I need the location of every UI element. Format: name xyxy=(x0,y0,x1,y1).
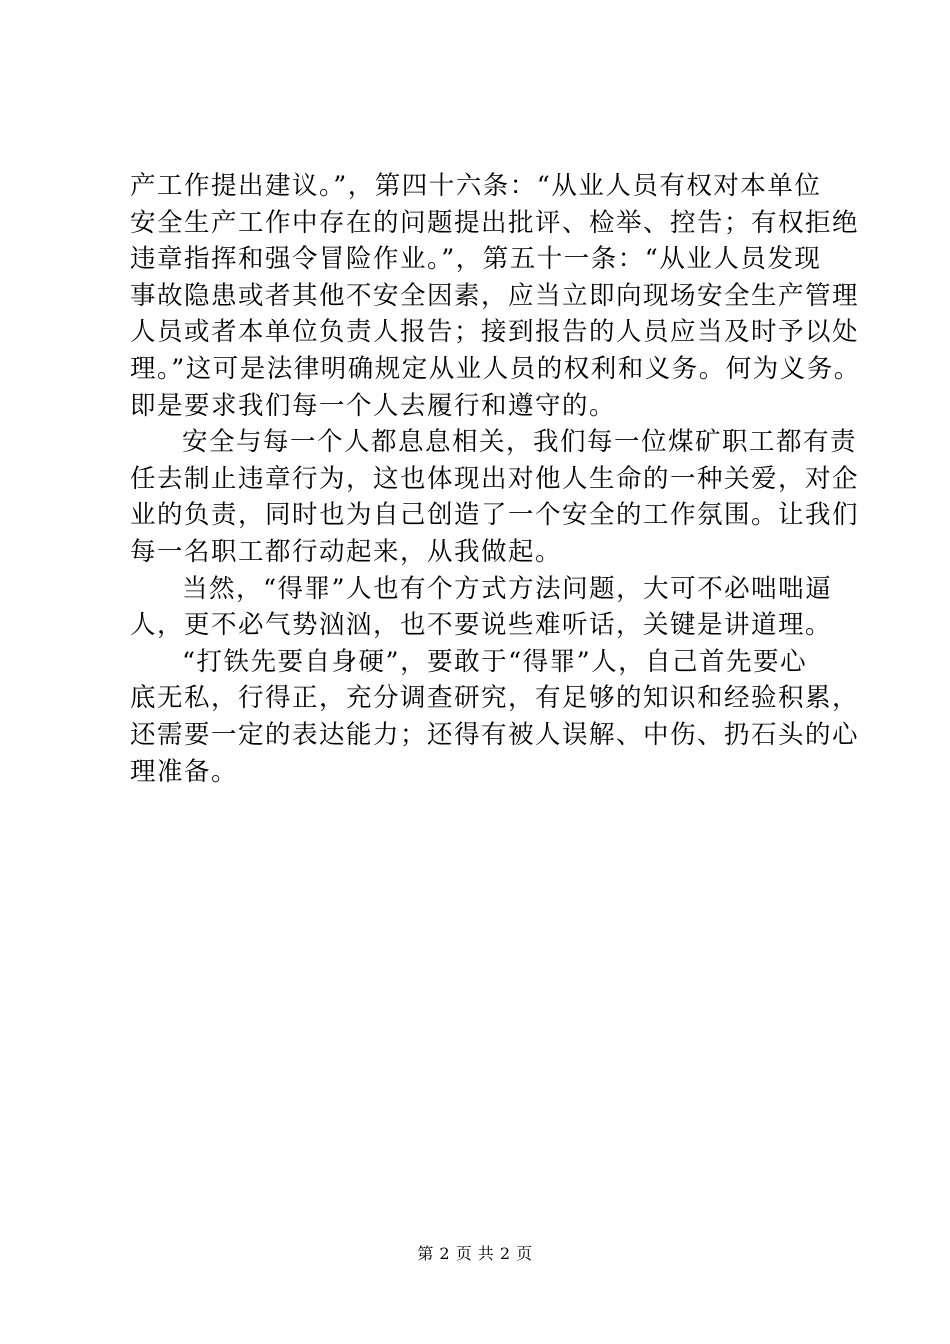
paragraph-line: 安全与每一个人都息息相关，我们每一位煤矿职工都有责 xyxy=(182,427,858,458)
paragraph-line: 事故隐患或者其他不安全因素，应当立即向现场安全生产管理 xyxy=(130,280,860,311)
paragraph-line: 人，更不必气势汹汹，也不要说些难听话，关键是讲道理。 xyxy=(130,610,833,641)
paragraph-4 xyxy=(130,644,860,790)
paragraph-line: 理准备。 xyxy=(130,756,239,787)
paragraph-line: “打铁先要自身硬”，要敢于“得罪”人，自己首先要心 xyxy=(182,646,808,677)
paragraph-2 xyxy=(130,424,860,570)
paragraph-line: 违章指挥和强令冒险作业。”，第五十一条：“从业人员发现 xyxy=(130,244,822,275)
paragraph-line: 还需要一定的表达能力；还得有被人误解、中伤、扔石头的心 xyxy=(130,719,860,750)
paragraph-line: 每一名职工都行动起来，从我做起。 xyxy=(130,536,563,567)
paragraph-line: 当然，“得罪”人也有个方式方法问题，大可不必咄咄逼 xyxy=(182,573,833,604)
paragraph-3 xyxy=(130,571,860,644)
page-number-footer: 第 2 页 共 2 页 xyxy=(417,1244,533,1263)
paragraph-line: 人员或者本单位负责人报告；接到报告的人员应当及时予以处 xyxy=(130,317,860,348)
paragraph-line: 产工作提出建议。”，第四十六条：“从业人员有权对本单位 xyxy=(130,171,822,201)
paragraph-line: 任去制止违章行为，这也体现出对他人生命的一种关爱，对企 xyxy=(130,463,860,494)
paragraph-line: 理。”这可是法律明确规定从业人员的权利和义务。何为义务。 xyxy=(130,353,861,384)
paragraph-line: 业的负责，同时也为自己创造了一个安全的工作氛围。让我们 xyxy=(130,500,860,531)
paragraph-1 xyxy=(130,168,860,424)
paragraph-line: 底无私，行得正，充分调查研究，有足够的知识和经验积累， xyxy=(130,683,860,714)
document-body xyxy=(130,168,860,790)
paragraph-line: 即是要求我们每一个人去履行和遵守的。 xyxy=(130,390,617,421)
paragraph-line: 安全生产工作中存在的问题提出批评、检举、控告；有权拒绝 xyxy=(130,207,860,238)
